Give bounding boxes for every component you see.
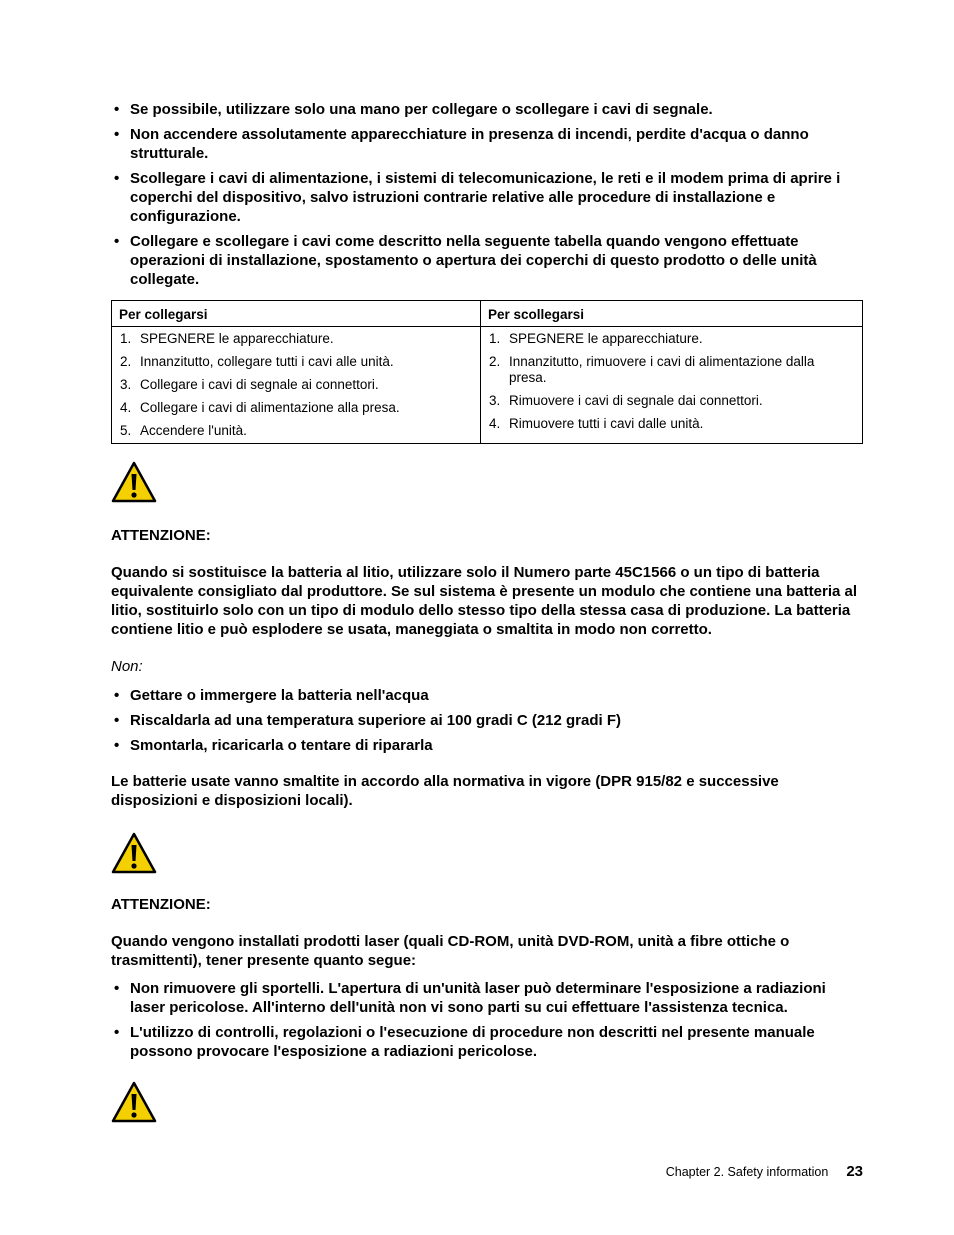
list-item: 5. Accendere l'unità. [120, 423, 247, 438]
page-footer [655, 1163, 863, 1180]
list-item: 2. Innanzitutto, rimuovere i cavi di alimentazione dalla presa. [489, 354, 815, 385]
disconnect-steps [488, 331, 855, 432]
cable-procedure-table [111, 300, 863, 444]
battery-disposal-note: Le batterie usate vanno smaltite in accordo alla normativa in vigore (DPR 915/82 e successive disposizioni e disposizioni locali). [111, 773, 779, 809]
page-content [111, 100, 863, 1123]
laser-bullet-list [111, 979, 863, 1061]
disconnect-steps-cell [481, 327, 863, 444]
warning-triangle-icon [111, 832, 157, 874]
connect-steps-cell [112, 327, 481, 444]
list-item: 2. Innanzitutto, collegare tutti i cavi alle unità. [120, 354, 394, 369]
table-header-disconnect: Per scollegarsi [481, 301, 863, 327]
chapter-title: Chapter 2. Safety information [665, 1165, 829, 1179]
caution-label: ATTENZIONE: [111, 527, 211, 544]
page-number: 23 [846, 1163, 863, 1180]
list-item: • Scollegare i cavi di alimentazione, i sistemi di telecomunicazione, le reti e il modem prima di aprire i coperchi del dispositivo, salvo istruzioni contrarie relative alle procedure di installazione e configurazione. [114, 170, 841, 225]
top-bullet-list [111, 100, 863, 289]
table-header-connect: Per collegarsi [112, 301, 481, 327]
non-label: Non: [111, 658, 143, 675]
lithium-battery-warning: Quando si sostituisce la batteria al litio, utilizzare solo il Numero parte 45C1566 o un tipo di batteria equivalente consigliato dal produttore. Se sul sistema è presente un modulo che contiene una batteria al litio, sostituirlo solo con un tipo di modulo dello stesso tipo della stessa casa di produzione. La batteria contiene litio e può esplodere se usata, maneggiata o smaltita in modo non corretto. [111, 564, 858, 638]
list-item: 1. SPEGNERE le apparecchiature. [120, 331, 334, 346]
connect-steps [119, 331, 473, 439]
list-item: • Collegare e scollegare i cavi come descritto nella seguente tabella quando vengono effettuate operazioni di installazione, spostamento o apertura dei coperchi di questo prodotto o delle unità collegate. [114, 233, 817, 288]
list-item: • Non accendere assolutamente apparecchiature in presenza di incendi, perdite d'acqua o danno strutturale. [114, 126, 809, 162]
list-item: • Gettare o immergere la batteria nell'acqua [114, 687, 429, 704]
warning-triangle-icon [111, 461, 157, 503]
list-item: • Smontarla, ricaricarla o tentare di ripararla [114, 737, 433, 754]
list-item: 1. SPEGNERE le apparecchiature. [489, 331, 703, 346]
list-item: 3. Collegare i cavi di segnale ai connettori. [120, 377, 379, 392]
list-item: 4. Collegare i cavi di alimentazione alla presa. [120, 400, 400, 415]
battery-dont-list [111, 686, 863, 755]
list-item: • L'utilizzo di controlli, regolazioni o l'esecuzione di procedure non descritti nel presente manuale possono provocare l'esposizione a radiazioni pericolose. [114, 1024, 815, 1060]
list-item: • Non rimuovere gli sportelli. L'apertura di un'unità laser può determinare l'esposizione a radiazioni laser pericolose. All'interno dell'unità non vi sono parti su cui effettuare l'assistenza tecnica. [114, 980, 826, 1016]
laser-warning: Quando vengono installati prodotti laser (quali CD-ROM, unità DVD-ROM, unità a fibre ottiche o trasmittenti), tener presente quanto segue: [111, 933, 790, 969]
list-item: • Se possibile, utilizzare solo una mano per collegare o scollegare i cavi di segnale. [114, 101, 713, 118]
caution-label: ATTENZIONE: [111, 896, 211, 913]
list-item: 4. Rimuovere tutti i cavi dalle unità. [489, 416, 704, 431]
list-item: • Riscaldarla ad una temperatura superiore ai 100 gradi C (212 gradi F) [114, 712, 622, 729]
list-item: 3. Rimuovere i cavi di segnale dai connettori. [489, 393, 763, 408]
warning-triangle-icon [111, 1081, 157, 1123]
